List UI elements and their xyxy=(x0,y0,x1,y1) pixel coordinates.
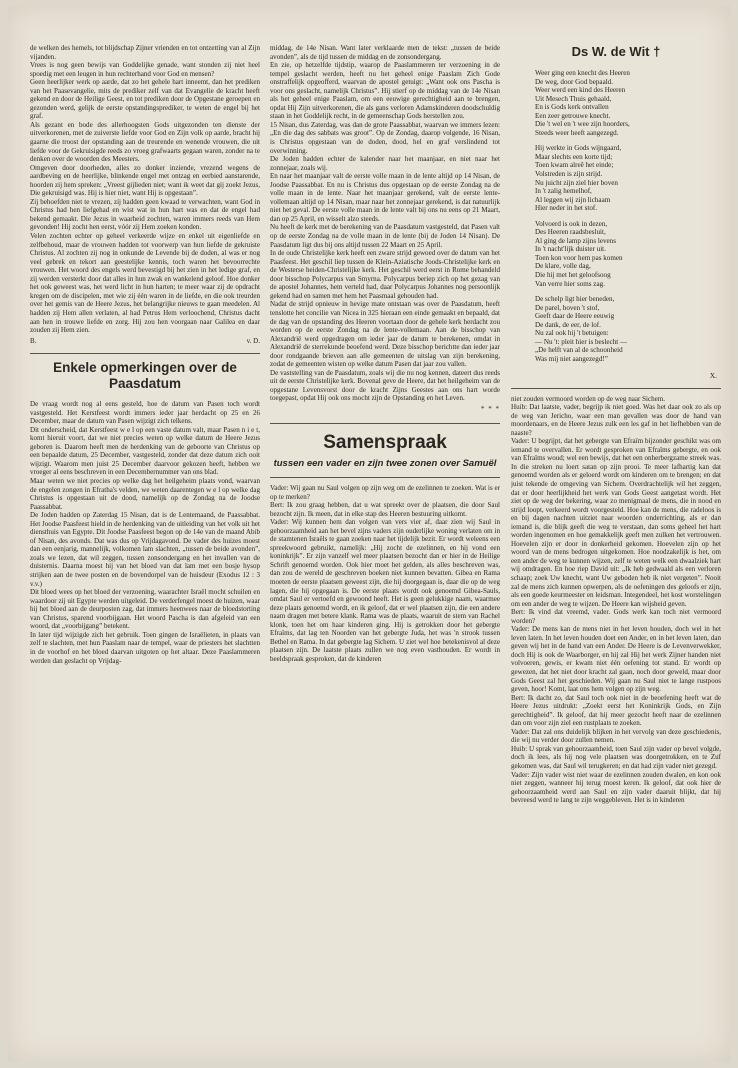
dialogue-line: Bert: Ik vind dat vreemd, vader. Gods werk kan toch niet vermoord worden? xyxy=(511,608,721,625)
poem-line: De klare, volle dag, xyxy=(535,262,591,271)
poem-line: Volstreden is zijn strijd. xyxy=(535,170,603,179)
dialogue-line: Vader: De mens kan de mens niet in het leven houden, doch wel in het leven laten. In het leven houden doet een Ander, en in het leven laten, dan geven wij het in de hand van een Ander. De Heere is de Levenverwekker, doch Hij is ook de Waarborger, en hij zal Hij het werk Zijner handen niet volvoeren, gewis, er kwam niet één oefening tot stand. Er wordt op gewezen, dat het niet door kracht zal gaan, noch door geweld, maar door Gods Geest zal het geschieden. Wij gaan nu Saul niet te lange rustpoos geven, hoor! Komt, laat ons hem volgen op zijn weg. xyxy=(511,625,721,694)
poem-line: Uit Mesech Thuis gehaald, xyxy=(535,94,612,103)
paragraph: Maar weten we niet precies op welke dag het heilgeheim plaats vond, waarvan de engelen zongen in Efratha's velden, we weten daarentegen w e l op welke dag Christus is opgestaan uit de dood, namelijk op de Zondag na de Joodse Paassabbat. xyxy=(30,477,260,511)
poem-line: Een zeer getrouwe knecht. xyxy=(535,111,611,120)
signature-right: v. D. xyxy=(246,336,260,345)
paragraph: Omgeven door doorheden, alles zo donker inziende, vrezend wegens de aardbeving en de heerlijke, blinkende engel met ontzag en eerbied aanstarende, hoorden zij hem spreken: „Vreest gijlieden niet; want ik weet dat gij zoekt Jezus, Die gekruisigd was. Hij is hier niet, want Hij is opgestaan”. xyxy=(30,163,260,198)
poem-title: Ds W. de Wit † xyxy=(571,44,661,59)
divider xyxy=(30,353,260,354)
samenspraak-subtitle: tussen een vader en zijn twee zonen over Samuël xyxy=(273,457,497,469)
poem-line: Al ging de lamp zijns levens xyxy=(535,236,616,245)
poem-line: Des Heeren raadsbesluit, xyxy=(535,228,606,237)
paragraph: 15 Nisan, dus Zaterdag, was dan de grote Paassabbat, waarvan we immers lezen: „En die dag des sabbats was groot”. Op de Zondag, daarop volgende, 16 Nisan, is Christus opgestaan van de doden, dood, hel en graf verslindend tot overwinning. xyxy=(270,120,500,155)
article-signature xyxy=(30,337,260,346)
poem-signature: X. xyxy=(709,370,717,380)
poem-line: Toen kon voor hem pas komen xyxy=(535,253,623,262)
poem xyxy=(535,69,721,364)
paragraph: Als gezant en bode des allerhoogsten Gods uitgezonden ten dienste der uitverkorenen, met de zuiverste liefde voor God en Zijn volk op aarde, bracht hij gaarne die troost der opstanding aan de treurende en wenende vrouwen, die uit liefde voor de Gekruisigde reeds zo vroeg grafwaarts gegaan waren, zonder na te denken over de woorden des Meesters. xyxy=(30,120,260,164)
poem-line: „De helft van al de schoonheid xyxy=(535,346,623,355)
paragraph: Nu heeft de kerk met de berekening van de Paasdatum vastgesteld, dat Pasen valt op de eerste Zondag na de volle maan in de lente (bij de Joden 14 Nisan). De Paasdatum ligt dus bij ons altijd tussen 22 Maart en 25 April. xyxy=(270,223,500,249)
poem-line: En is Gods kerk ontvallen xyxy=(535,103,609,112)
dialogue-line: Huib: Dat laatste, vader, begrijp ik niet goed. Was het daar ook zo als op de weg van Jericho, waar een man gevallen was door de hand van moordenaars, en de Heere Jezus zulk een les gaf in het liefhebben van de naaste? xyxy=(511,403,721,437)
poem-stanza xyxy=(535,220,721,288)
poem-line: De parel, boven 't stof, xyxy=(535,303,600,312)
poem-line: In 't zalig hemelhof, xyxy=(535,187,592,196)
poem-line: Hier neder in het stof. xyxy=(535,204,598,213)
dialogue-line: Vader: U begrijpt, dat het gebergte van Efraïm bijzonder geschikt was om iemand te overvallen. Er wordt gesproken van Efraïms gebergte, en ook van Efraïms woud; wel een bewijs, dat het een onherbergzame streek was. In die streken nu loert satan op zijn prooi. Te meer lafhartig kan dat genoemd worden als er geloerd wordt om kinderen om te brengen; en dat juist tekende de omgeving van Sichem. Overdrachtelijk wil het zeggen, dat er door heerlijkheid het werk van Gods Geest aangetast wordt. Het ziet op de weg der bekering, waar zo menigmaal de mens, die in nood en strijd loopt, verkeerd wordt voorgesteld. Hoe kan de mens, die radeloos is en bij dagen nachten uitziet naar woorden onderrichting, als er dan iemand is, die blijk geeft die weg te verstaan, dan soms geheel het hart worden ingenomen en hoe gemakkelijk geeft men zulken het vertrouwen. Hoevelen zijn er door in donkerheid gekomen. Hoevelen zijn op het woord van de mens bedrogen uitgekomen. Hoe noodzakelijk is het, om een ander de weg te kunnen wijzen, zelf te weten welk een dwaalziek hart wij omdragen. En hoe riep David uit: „Ik heb gedwaald als een verloren schaap; zoek Uw knecht, want Uw geboden heb ik niet vergeten”. Nooit zal de mens zich kunnen opwerpen, als de oefeningen des geloofs er zijn, als een goede keurmeester en leidsman. Integendeel, het kost worstelingen om een ander de weg te wijzen. De Heere kan wijsheid geven. xyxy=(511,437,721,608)
column-middle xyxy=(270,44,500,1046)
paragraph: Vrees is nog geen bewijs van Goddelijke genade, want stonden zij niet heel spoedig met een leugen in hun rechterhand voor God en mensen? xyxy=(30,61,260,78)
poem-line: De dank, de eer, de lof. xyxy=(535,320,601,329)
poem-line: — Nu 't: pleit hier is beslecht — xyxy=(535,337,628,346)
section-end-stars: * * * xyxy=(481,404,500,413)
paragraph: Geen heerlijker werk op aarde, dat zo het gehele hart inneemt, dan het prediken van het Paasevangelie, mits de prediker zelf van dat Evangelie de kracht heeft gekend en door de Heilige Geest, en tot prediken door de Opgestane geroepen en gezonden werd, gelijk de eerste opstandingsprediker, te weten de engel bij het graf. xyxy=(30,78,260,121)
paragraph: Zij behoefden niet te vrezen, zij hadden geen kwaad te verwachten, want God in Christus had hen liefgehad en wist wat in hun hart was en dat de engel had bekend gemaakt. Die Jezus in waarheid zochten, waren immers reeds van Hem gevonden! Hij zocht hen eerst, vóór zij Hem zoeken konden. xyxy=(30,197,260,232)
paragraph: De Joden hadden op Zaterdag 15 Nisan, dat is de Lentemaand, de Paassabbat. Het Joodse Paasfeest hield in de herdenking van de uitleiding van het volk uit het diensthuis van Egypte. Dit Joodse Paasfeest begon op de 14e van de maand Abib of Nisan, des avonds. Dat was dus op Vrijdagavond. De vader des huizes moest dan een eenjarig, mannelijk, volkomen lam slachten, „tussen de beide avonden”, zoals we lezen, dat wil zeggen, tussen zonsondergang en het invallen van de duisternis. Daarna moest hij van het bloed van dat lam met een bosje hysop strijken aan de twee posten en de bovendorpel van de huisdeur (Exodus 12 : 3 v.v.) xyxy=(30,511,260,588)
paragraph: De Joden hadden echter de kalender naar het maanjaar, en niet naar het zonnejaar, zoals wij. xyxy=(270,155,500,172)
poem-line: In 't nacht'lijk duister uit. xyxy=(535,245,606,254)
paragraph: Velen zochten echter op geheel verkeerde wijze en enkel uit eigenliefde en zelfbehoud, maar de vrouwen hadden tot voorwerp van hun liefde de gekruiste Christus. Al zochten zij nog in onkunde de Levende bij de doden, al was er nog veel gebrek en tekort aan geestelijke kennis, toch waren het bevoorrechte vrouwen. Het woord des engels werd bevestigd bij het zien in het ledige graf, en zij werden versterkt door dat alles in hun zwak en wankelend geloof. Hoe donker het ook geweest was, het werd licht in hun harten; te meer waar zij de opdracht kregen om de discipelen, met wie zij één waren in de liefde, en die ook treurden over het gemis van de Heere Jezus, het belangrijke nieuws te gaan meedelen. Al hadden zij Hem allen verlaten, al had Petrus Hem verloochend, Christus dacht aan hen in trouwe liefde en zorg. Hij zou hen voorgaan naar Galilea en daar zouden zij Hem zien. xyxy=(30,232,260,335)
divider xyxy=(511,388,721,389)
poem-line: Al leggen wij zijn lichaam xyxy=(535,195,611,204)
poem-line: Nu zal ook hij 't betuigen: xyxy=(535,329,609,338)
article-heading-paasdatum: Enkele opmerkingen over de Paasdatum xyxy=(53,360,237,392)
poem-line: De schelp ligt hier beneden, xyxy=(535,295,615,304)
paragraph: In later tijd wijzigde zich het gebruik. Toen gingen de Israëlieten, in plaats van zelf te slachten, met hun Paaslam naar de tempel, waar de priesters het slachtten in de voorhof en het bloed daarvan uitgoten op het altaar. Deze Paaslammeren werden dan geslacht op Vrijdag- xyxy=(30,630,260,665)
poem-line: Was mij niet aangezegd!” xyxy=(535,354,608,363)
poem-line: Volvoerd is ook in dezen, xyxy=(535,219,608,228)
column-left xyxy=(30,44,260,1046)
dialogue-line: Vader: Wij gaan nu Saul volgen op zijn weg om de ezelinnen te zoeken. Wat is er op te merken? xyxy=(270,483,500,501)
poem-line: Toen kwam alreê het einde; xyxy=(535,161,614,170)
samenspraak-heading-box xyxy=(270,423,500,478)
poem-line: Maar slechts een korte tijd; xyxy=(535,152,613,161)
dialogue-line: Huib: U sprak van gehoorzaamheid, toen Saul zijn vader op bevel volgde, doch ik lees, als hij nog vele plaatsen was doorgetrokken, en te Zuf gekomen was, dat Saul wil terugkeren; en dat had zijn vader niet gezegd. xyxy=(511,744,721,771)
paragraph: Dit bloed wees op het bloed der verzoening, waarachter Israël mocht schuilen en waardoor zij uit Egypte werden uitgeleid. De verderfengel moest de huizen, waar hij het bloed aan de deurposten zag, dat immers heenwees naar de bloedstorting van Christus, sparend voorbijgaan. Het woord Pascha is dan afgeleid van een woord, dat „voorbijgang” betekent. xyxy=(30,588,260,631)
paragraph: En naar het maanjaar valt de eerste volle maan in de lente altijd op 14 Nisan, de Joodse Paassabbat. En nu is Christus dus opgestaan op de eerste Zondag na de volle maan in de lente. Naar het maanjaar gerekend, valt de eerste lente-vollemaan altijd op 14 Nisan, maar naar het zonnejaar gerekend, is dat natuurlijk niet het geval. De eerste volle maan in de lente valt bij ons nu eens op 21 Maart, dan op 25 April, en wisselt alzo steeds. xyxy=(270,172,500,223)
paragraph: De vaststelling van de Paasdatum, zoals wij die nu nog kennen, dateert dus reeds uit de eerste Christelijke kerk. Bovenal geve de Heere, dat het heilgeheim van de opgestane Levensvorst door de kracht Zijns Geestes aan ons hart worde toegepast, opdat Hij ook ons mocht zijn de Opstanding en het Leven. xyxy=(270,368,500,403)
samenspraak-title: Samenspraak xyxy=(323,431,447,453)
poem-stanza xyxy=(535,144,721,212)
poem-line: Weer werd een kind des Heeren xyxy=(535,86,626,95)
poem-line: Van verre hier soms zag. xyxy=(535,279,605,288)
paragraph: Nadat de strijd opnieuw in hevige mate ontstaan was over de Paasdatum, heeft tenslotte het concilie van Nicea in 325 hieraan een einde gemaakt en bepaald, dat de dag van de opstanding des Heeren voortaan door de gehele kerk herdacht zou worden op de eerste Zondag na de lente-vollemaan. Aan de bisschop van Alexandrië werd opgedragen om ieder jaar de datum te berekenen, omdat in Alexandrië de sterrekunde beoefend werd. Deze bisschop berichtte dan ieder jaar door rondgaande brieven aan alle gemeenten de uitslag van zijn berekening, zodat de gemeenten wisten op welke datum Pasen dat jaar zou vallen. xyxy=(270,300,500,369)
signature-left: B. xyxy=(30,336,37,345)
poem-line: Steeds weer heeft aangezegd. xyxy=(535,128,619,137)
column-right xyxy=(511,44,721,1046)
dialogue-line: Bert: Ik dacht zo, dat Saul toch ook niet in de beoefening heeft wat de Heere Jezus uitdrukt: „Zoekt eerst het Koninkrijk Gods, en Zijn gerechtigheid”. Ik geloof, dat hij meer gezocht heeft naar de ezelinnen dan om voor zijn ziel een rustplaats te zoeken. xyxy=(511,693,721,728)
dialogue-line: Vader: Zijn vader wist niet waar de ezelinnen zouden dwalen, en kon ook niet zeggen, wanneer hij terug moest keren. Ik geloof, dat ook hier de gehoorzaamheid werd aan Saul en zijn vader daaruit blijkt, dat hij bevreesd werd te lang te zijn weggebleven. Het is in kinderen xyxy=(511,770,721,805)
poem-line: Die 't wel en 't wee zijn hoorders, xyxy=(535,120,630,129)
dialogue-line: niet zouden vermoord worden op de weg naar Sichem. xyxy=(511,394,666,403)
poem-stanza xyxy=(535,295,721,363)
paragraph: middag, de 14e Nisan. Want later verklaarde men de tekst: „tussen de beide avonden”, als de tijd tussen de middag en de zonsondergang. xyxy=(270,44,500,61)
paragraph: Dit onderscheid, dat Kerstfeest w e l op een vaste datum valt, maar Pasen n i e t, komt hieruit voort, dat we niet precies weten op welke datum de Heere Jezus geboren is. Daarom heeft men de herdenking van de geboorte van Christus op een bepaalde datum, 25 December, vastgesteld, zonder dat deze datum zich ooit wijzigt. Waarom men juist 25 December daarvoor gekozen heeft, hebben we vroeger al eens beschreven in een Decembernummer van ons blad. xyxy=(30,425,260,477)
poem-line: Die hij met het geloofsoog xyxy=(535,271,611,280)
poem-line: Hij werkte in Gods wijngaard, xyxy=(535,144,622,153)
poem-line: Geeft daar de Heere eeuwig xyxy=(535,312,615,321)
poem-line: De weg, door God bepaald. xyxy=(535,77,614,86)
paragraph: En zie, op hetzelfde tijdstip, waarop de Paaslammeren ter verzoening in de tempel geslacht werden, heeft nu het geheel enige Paaslam Zich Gode onstraffelijk opgeofferd, waarvan de apostel getuigt: „Want ook ons Pascha is voor ons geslacht, namelijk Christus”. Hij stierf op de middag van de 14e Nisan als het geheel enige Paaslam, om een eeuwige gerechtigheid aan te brengen, opdat Hij Zijn uitverkorenen, die als gans verloren Adamskinderen doodschuldig staan in het Goddelijk recht, in de gemeenschap Gods herstellen zou. xyxy=(270,61,500,121)
poem-stanza xyxy=(535,69,721,137)
poem-line: Nu juicht zijn ziel hier boven xyxy=(535,178,618,187)
newspaper-page xyxy=(8,6,730,1062)
dialogue-line: Vader: Dat zal ons duidelijk blijken in het vervolg van deze geschiedenis, die wij nu verder door zullen nemen. xyxy=(511,727,721,745)
paragraph: De vraag wordt nog al eens gesteld, hoe de datum van Pasen toch wordt vastgesteld. Het Kerstfeest wordt immers ieder jaar herdacht op 25 en 26 December, maar de datum van Pasen wijzigt zich telkens. xyxy=(30,400,260,426)
dialogue-line: Bert: Ik zou graag hebben, dat u wat spreekt over de plaatsen, die door Saul bezocht zijn. Ik meen, dat in elke stap des Heeren bestuuring uitkomt. xyxy=(270,501,500,518)
paragraph: de welken des hemels, tot blijdschap Zijner vrienden en tot ontzetting van al Zijn vijanden. xyxy=(30,44,260,61)
poem-line: Weer ging een knecht des Heeren xyxy=(535,69,630,77)
paragraph: In de oude Christelijke kerk heeft een zware strijd gewoed over de datum van het Paasfeest. Het geschil liep tussen de Klein-Aziatische Joods-Christelijke kerk en de Westerse heiden-Christelijke kerk. Het geschil werd eerst in Rome behandeld door bisschop Polycarpus van Smyrna. Polycarpus beriep zich op het gezag van de apostel Johannes, hem verteld had, daar Polycarpus Johannes nog persoonlijk gekend had en samen met hem het Paasmaal gehouden had. xyxy=(270,249,500,300)
dialogue-line: Vader: Wij kunnen hem dan volgen van vers vier af, daar zien wij Saul in gehoorzaamheid aan het bevel zijns vaders zijn ouderlijke woning verlaten om in de stamtenen Israëls te gaan zoeken naar het tijdelijk bezit. Er wordt weleens een spreekwoord gebruikt, namelijk: „Hij zocht de ezelinnen, en hij vond een koninkrijk”. Er zijn vanzelf wel meer plaatsen bezocht dan er hier in de Heilige Schrift genoemd worden. Ook hier moet het gelden, als alles beschreven was, dan zou de wereld de geschreven boeken niet kunnen bevatten. Gibea en Rama moeten de eerste plaatsen geweest zijn, die hij doorgegaan is, daar die op de weg lagen, die hij opgegaan is. De eerste plaats wordt ook genoemd Gibea-Sauls, omdat Saul er vertoefd en gewoond heeft. Het is geen gelukkige naam, waarmee deze plaats genoemd wordt, en ik geloof, dat er wel plaatsen zijn, die een andere naam dragen met betere klank. Rama was de plaats, waaruit de stem van Rachel klonk, toen het om haar kinderen ging. Hij is getrokken door het gebergte Efraïms, dat lag ten Noorden van het gebergte Juda, het was 'n strook tussen Bethel en Rama. In dat gebergte lag Sichem. U ziet wel hoe betekenisvol al deze plaatsen zijn. De laatste plaats zullen we nog even vasthouden. Er wordt in beeldspraak gesproken, dat de kinderen xyxy=(270,518,500,663)
